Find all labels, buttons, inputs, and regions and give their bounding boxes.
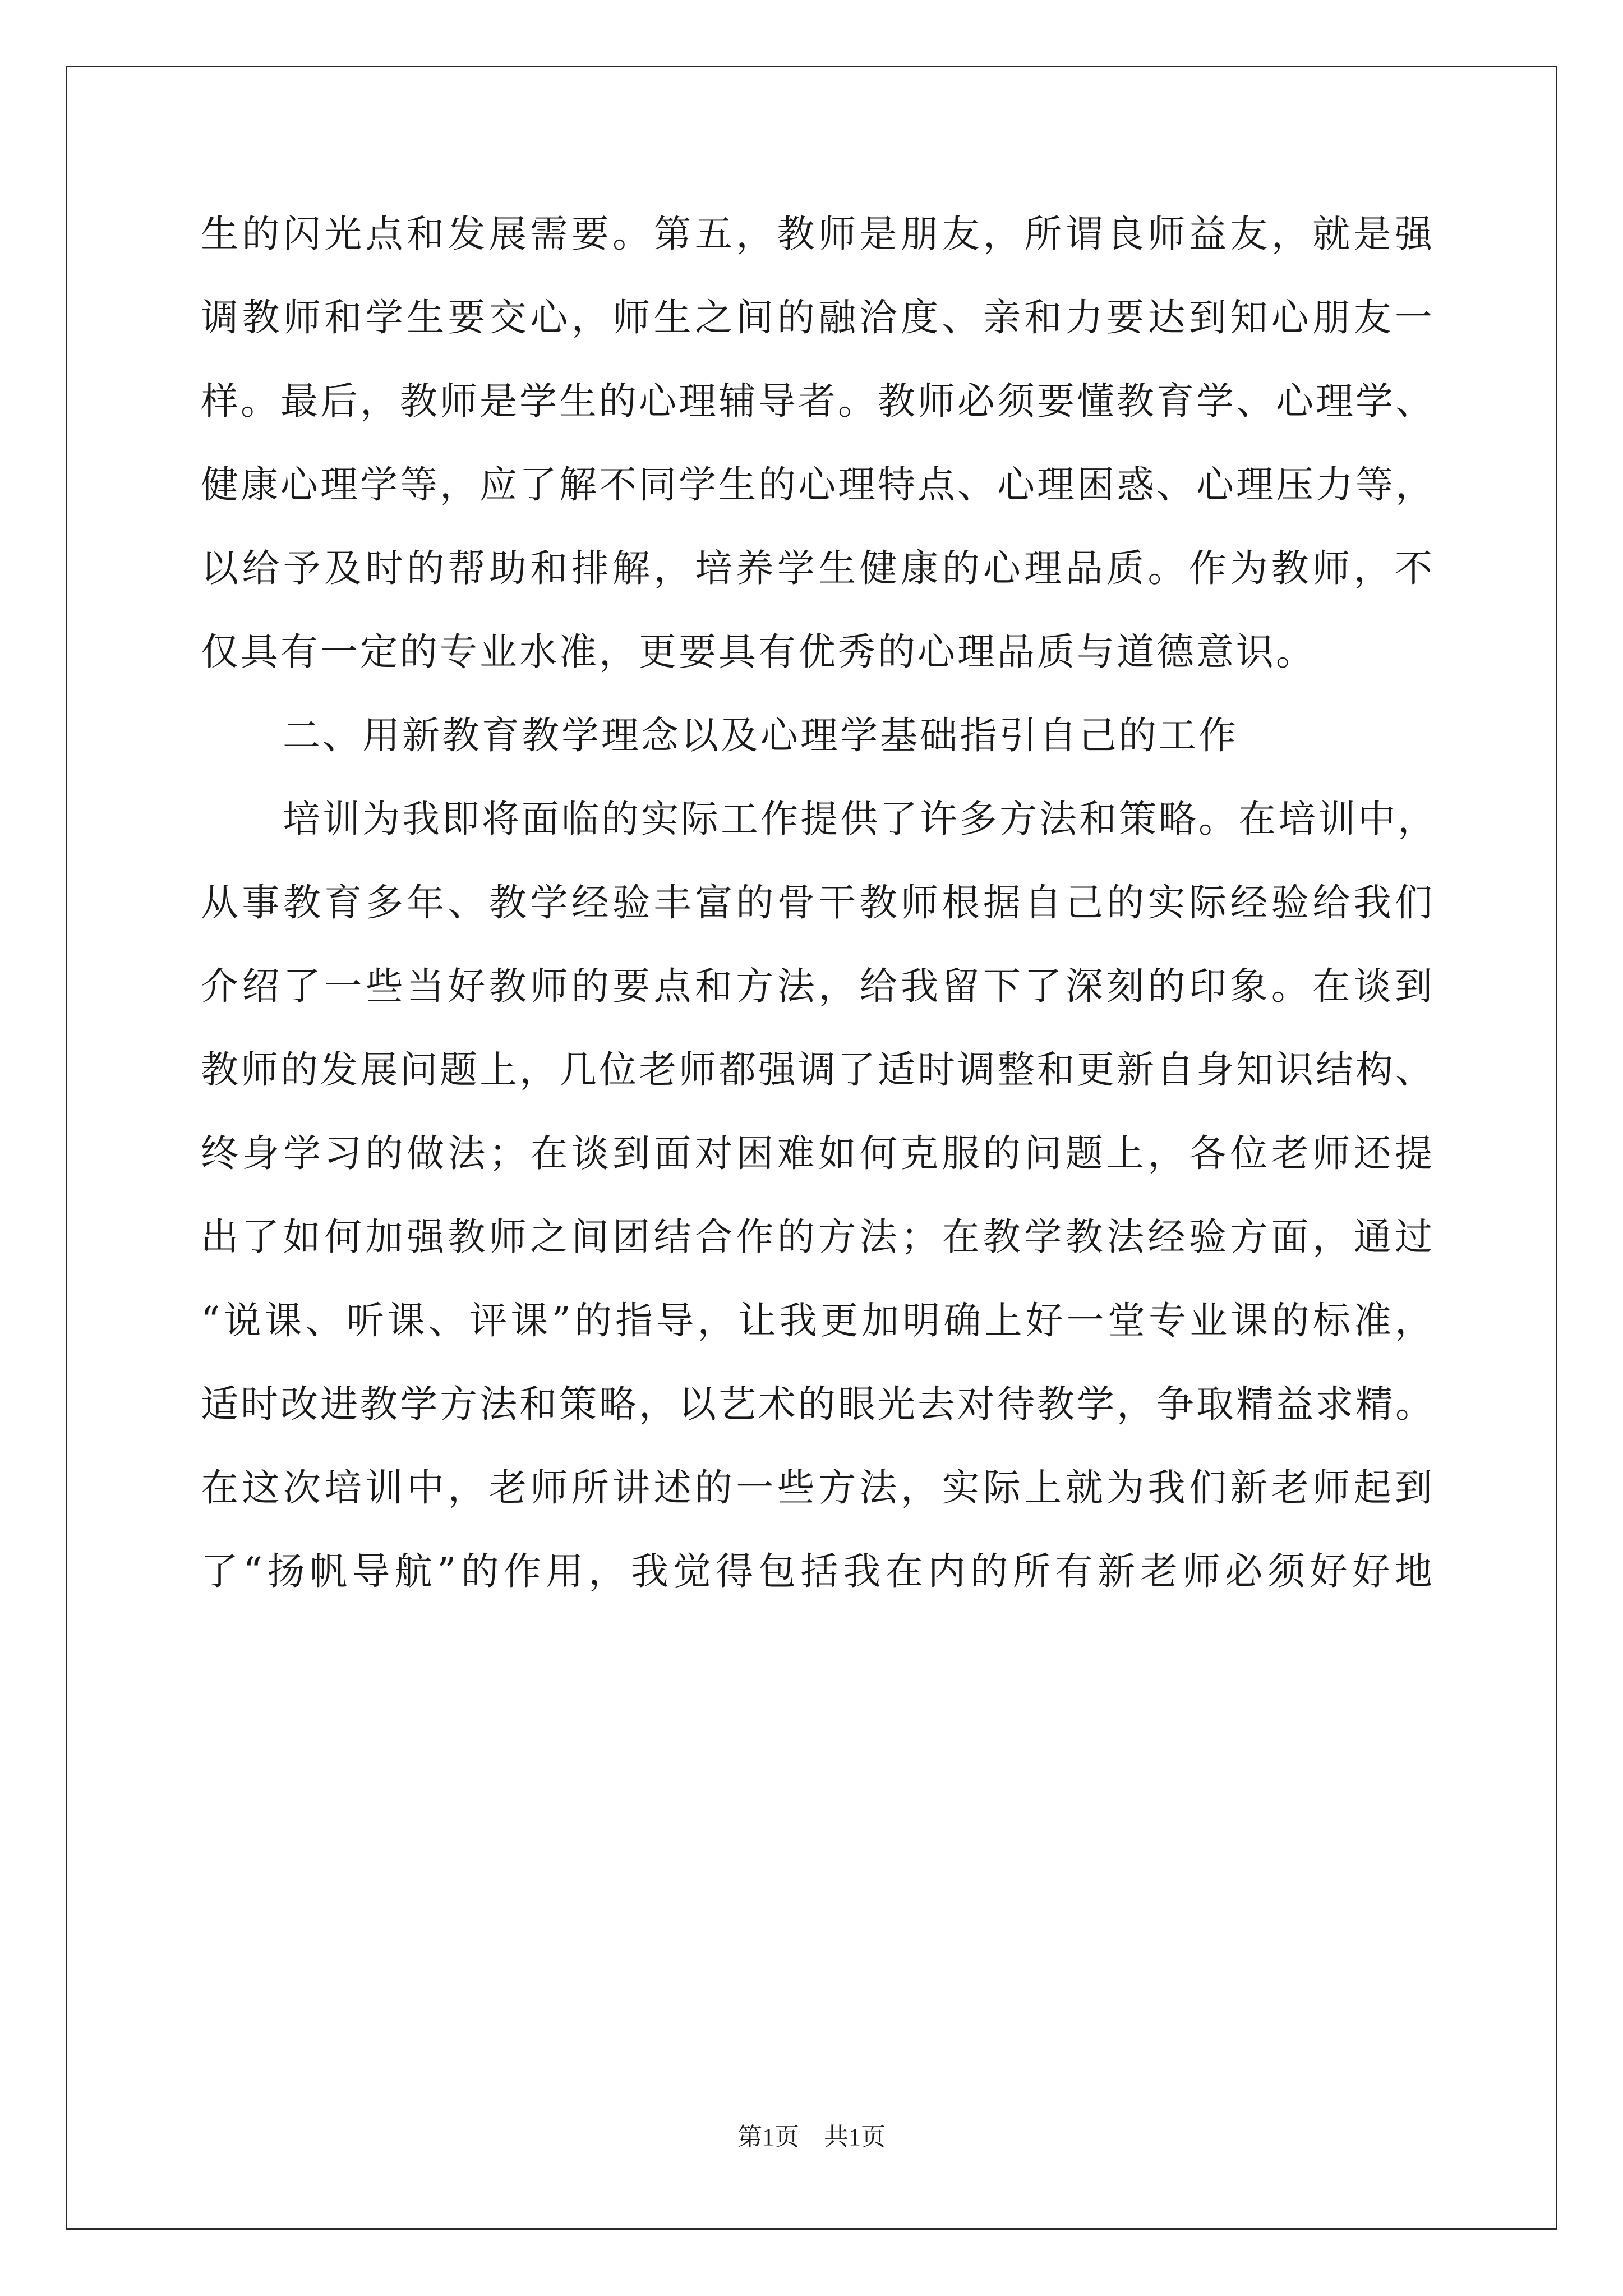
text-line: 调教师和学生要交心，师生之间的融洽度、亲和力要达到知心朋友一 <box>201 296 1435 339</box>
text-line: 健康心理学等，应了解不同学生的心理特点、心理困惑、心理压力等， <box>201 463 1435 507</box>
document-body <box>201 213 1435 1634</box>
text-line: 了“扬帆导航”的作用，我觉得包括我在内的所有新老师必须好好地 <box>201 1549 1435 1593</box>
text-line: 教师的发展问题上，几位老师都强调了适时调整和更新自身知识结构、 <box>201 1048 1435 1092</box>
text-line: 仅具有一定的专业水准，更要具有优秀的心理品质与道德意识。 <box>201 630 1316 674</box>
text-line: 以给予及时的帮助和排解，培养学生健康的心理品质。作为教师，不 <box>201 546 1435 590</box>
text-line: 生的闪光点和发展需要。第五，教师是朋友，所谓良师益友，就是强 <box>201 212 1435 256</box>
text-line: 出了如何加强教师之间团结合作的方法；在教学教法经验方面，通过 <box>201 1215 1435 1259</box>
text-line: 在这次培训中，老师所讲述的一些方法，实际上就为我们新老师起到 <box>201 1466 1435 1510</box>
text-line: “说课、听课、评课”的指导，让我更加明确上好一堂专业课的标准， <box>201 1299 1435 1342</box>
text-line: 适时改进教学方法和策略，以艺术的眼光去对待教学，争取精益求精。 <box>201 1382 1435 1426</box>
text-line: 终身学习的做法；在谈到面对困难如何克服的问题上，各位老师还提 <box>201 1131 1435 1175</box>
text-line: 从事教育多年、教学经验丰富的骨干教师根据自己的实际经验给我们 <box>201 881 1435 924</box>
text-line: 介绍了一些当好教师的要点和方法，给我留下了深刻的印象。在谈到 <box>201 964 1435 1008</box>
text-line: 样。最后，教师是学生的心理辅导者。教师必须要懂教育学、心理学、 <box>201 379 1435 423</box>
text-line: 二、用新教育教学理念以及心理学基础指引自己的工作 <box>283 714 1238 757</box>
text-line: 培训为我即将面临的实际工作提供了许多方法和策略。在培训中， <box>283 797 1437 841</box>
page-number-footer: 第1页 共1页 <box>737 2123 886 2151</box>
